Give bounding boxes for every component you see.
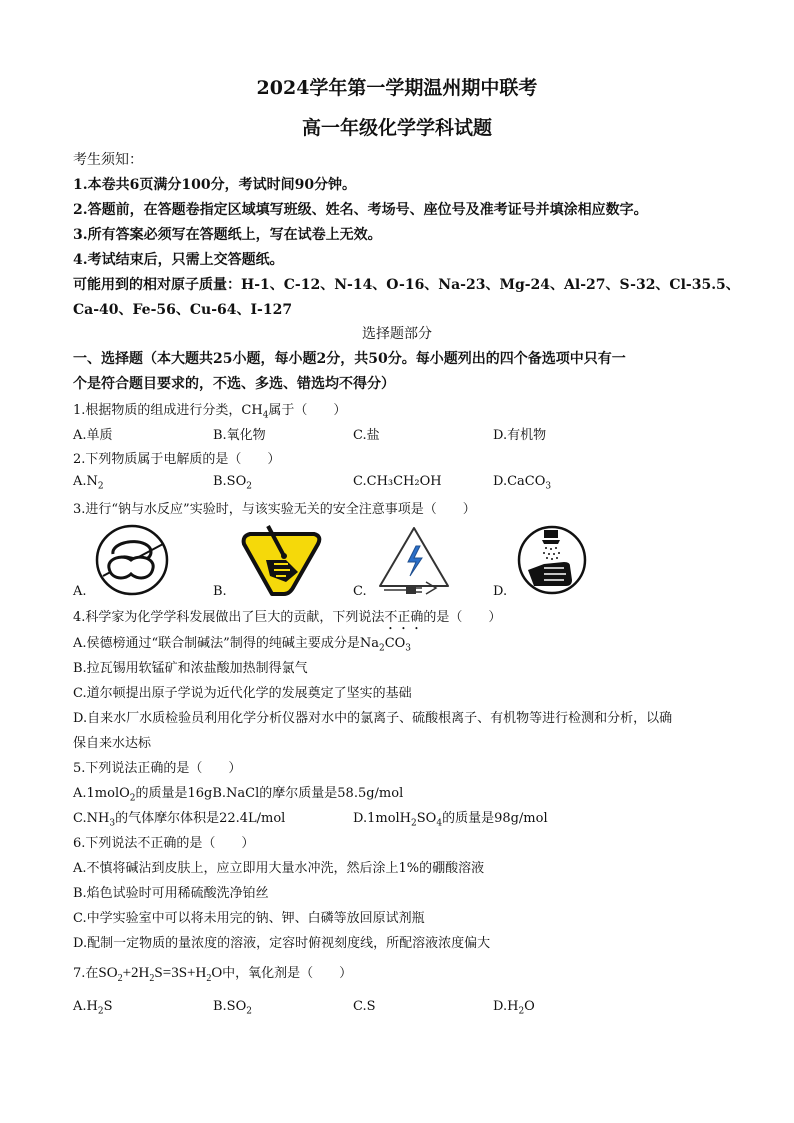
q2-option-c: C.CH₃CH₂OH <box>353 474 442 489</box>
notice-heading: 考生须知： <box>73 152 143 168</box>
question-3-stem: 3.进行“钠与水反应”实验时，与该实验无关的安全注意事项是（ ） <box>73 502 476 517</box>
q5-options-a-b: A.1molO$_2$的质量是16gB.NaCl的摩尔质量是58.5g/mol <box>73 786 404 804</box>
part1-instructions-1: 一、选择题（本大题共25小题，每小题2分，共50分。每小题列出的四个备选项中只有一 <box>73 351 626 367</box>
q7-option-d: $D.H_2O$ <box>493 999 535 1017</box>
exam-title: 2024学年第一学期温州期中联考 <box>256 77 538 99</box>
question-6-stem: 6.下列说法不正确的是（ ） <box>73 836 255 851</box>
q5-option-c: $C.NH_3$的气体摩尔体积是22.4L/mol <box>73 811 286 829</box>
question-2-stem: 2.下列物质属于电解质的是（ ） <box>73 452 281 467</box>
q2-option-b: $B.SO_2$ <box>213 474 252 492</box>
q3-option-b: B. <box>213 584 227 599</box>
atomic-mass-line-1: 可能用到的相对原子质量：H-1、C-12、N-14、O-16、Na-23、Mg-24、Al-27、S-32、Cl-35.5、 <box>73 277 740 293</box>
q4-option-d-line-2: 保自来水达标 <box>73 736 152 751</box>
notice-item-2: 2.答题前，在答题卷指定区域填写班级、姓名、考场号、座位号及准考证号并填涂相应数字。 <box>73 202 648 218</box>
question-1-stem: 1.根据物质的组成进行分类，$CH_4$属于（ ） <box>73 403 347 421</box>
notice-item-3: 3.所有答案必须写在答题纸上，写在试卷上无效。 <box>73 227 382 243</box>
electricity-warning-icon <box>376 524 452 596</box>
section-title: 选择题部分 <box>362 326 432 342</box>
q1-option-a: A.单质 <box>73 428 113 443</box>
q3-option-d: D. <box>493 584 508 599</box>
q6-option-c: C.中学实验室中可以将未用完的钠、钾、白磷等放回原试剂瓶 <box>73 911 425 926</box>
q6-option-a: A.不慎将碱沾到皮肤上，应立即用大量水冲洗，然后涂上1%的硼酸溶液 <box>73 861 485 876</box>
q3-option-c: C. <box>353 584 367 599</box>
q6-option-b: B.焰色试验时可用稀硫酸洗净铂丝 <box>73 886 269 901</box>
q4-option-d-line-1: D.自来水厂水质检验员利用化学分析仪器对水中的氯离子、硫酸根离子、有机物等进行检测和分析，以确 <box>73 711 673 726</box>
hot-surface-warning-icon <box>240 524 322 596</box>
q4-option-c: C.道尔顿提出原子学说为近代化学的发展奠定了坚实的基础 <box>73 686 412 701</box>
question-7-stem: 7.在$SO_2+2H_2S=3S+H_2O$中，氧化剂是（ ） <box>73 965 353 984</box>
question-5-stem: 5.下列说法正确的是（ ） <box>73 761 242 776</box>
q7-option-a: $A.H_2S$ <box>73 999 113 1017</box>
exam-subtitle: 高一年级化学学科试题 <box>301 117 492 139</box>
q5-option-d: $D.1molH_2SO_4$的质量是98g/mol <box>353 811 548 829</box>
q7-equation: $SO_2+2H_2S=3S+H_2O$ <box>98 965 223 984</box>
hand-washing-icon <box>514 524 590 596</box>
q6-option-d: D.配制一定物质的量浓度的溶液，定容时俯视刻度线，所配溶液浓度偏大 <box>73 936 491 951</box>
part1-instructions-2: 个是符合题目要求的，不选、多选、错选均不得分） <box>73 376 395 392</box>
q2-option-a: $A.N_2$ <box>73 474 104 492</box>
q4-option-a: A.侯德榜通过“联合制碱法”制得的纯碱主要成分是$Na_2CO_3$ <box>73 636 412 654</box>
question-4-stem: 4.科学家为化学学科发展做出了巨大的贡献，下列说法不正确的是（ ） <box>73 610 502 625</box>
q1-option-d: D.有机物 <box>493 428 547 443</box>
q2-option-d: D.CaCO$_3$ <box>493 474 552 492</box>
q1-option-b: B.氧化物 <box>213 428 266 443</box>
q3-option-a: A. <box>73 584 87 599</box>
notice-item-4: 4.考试结束后，只需上交答题纸。 <box>73 252 284 268</box>
notice-item-1: 1.本卷共6页满分100分，考试时间90分钟。 <box>73 177 357 193</box>
goggles-icon <box>93 524 171 596</box>
q7-option-b: $B.SO_2$ <box>213 999 252 1017</box>
q1-option-c: C.盐 <box>353 428 380 443</box>
atomic-mass-line-2: Ca-40、Fe-56、Cu-64、I-127 <box>73 302 293 318</box>
q7-option-c: C.S <box>353 999 376 1014</box>
q4-option-b: B.拉瓦锡用软锰矿和浓盐酸加热制得氯气 <box>73 661 308 676</box>
